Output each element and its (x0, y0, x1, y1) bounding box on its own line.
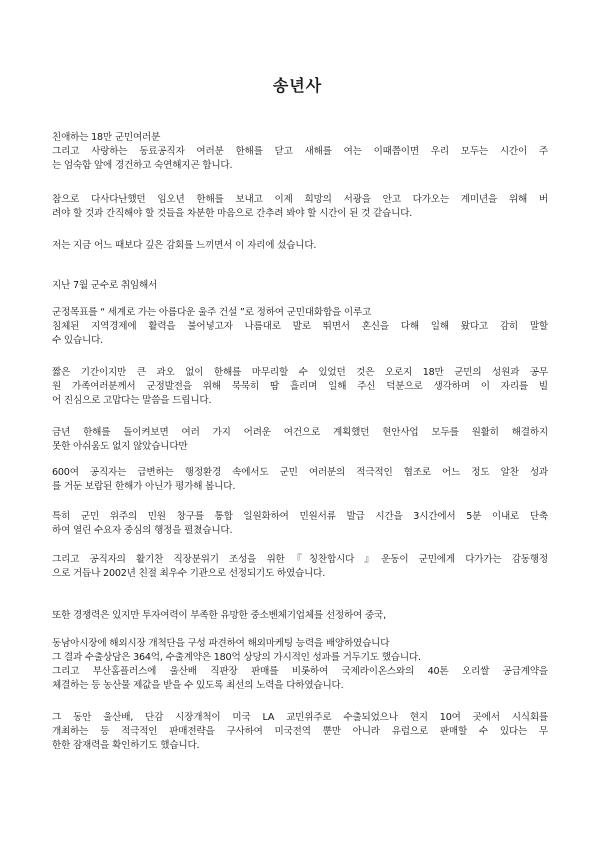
text-line: 개최하는 등 적극적인 판매전략을 구사하여 미국전역 뿐만 아니라 유럽으로 판매할 수 있다는 무 (52, 726, 548, 737)
text-line: 체결하는 등 농산물 제값을 받을 수 있도록 최선의 노력을 다하였습니다. (52, 680, 344, 691)
text-line: 침체된 지역경제에 활력을 불어넣고자 나름대로 발로 뛰면서 혼신을 다해 일해 왔다고 감히 말할 (52, 321, 548, 332)
text-line: 금년 한해를 돌이켜보면 여러 가지 어려운 여건으로 계획했던 현안사업 모두를 원활히 해결하지 (52, 427, 548, 438)
text-line: 동남아시장에 해외시장 개척단을 구성 파견하여 해외마케팅 능력을 배양하였습니다 (52, 638, 390, 649)
text-line: 원 가족여러분께서 군정발전을 위해 묵묵히 땀 흘리며 일해 주신 덕분으로 생각하며 이 자리를 빌 (52, 381, 548, 392)
text-line: 를 거둔 보람된 한해가 아닌가 평가해 봅니다. (52, 481, 236, 492)
text-line: 려야 할 것과 간직해야 할 것들을 차분한 마음으로 간추려 봐야 할 시간이 된 것 같습니다. (52, 208, 413, 219)
text-line: 못한 아쉬움도 없지 않았습니다만 (52, 441, 188, 452)
text-line: 600여 공직자는 급변하는 행정환경 속에서도 군민 여러분의 적극적인 협조로 어느 정도 알찬 성과 (52, 467, 548, 478)
text-line: 친애하는 18만 군민여러분 (52, 132, 161, 143)
text-line: 또한 경쟁력은 있지만 투자여력이 부족한 유망한 중소벤체기업체를 선정하여 중국, (52, 610, 386, 621)
text-line: 하여 열린 수요자 중심의 행정을 펼쳤습니다. (52, 525, 233, 536)
text-line: 그리고 공직자의 활기찬 직장분위기 조성을 위한『칭찬합시다 』운동이 군민에게 다가가는 감동행정 (52, 554, 548, 565)
text-line: 짧은 기간이지만 큰 과오 없이 한해를 마무리할 수 있었던 것은 오로지 18만 군민의 성원과 공무 (52, 367, 548, 378)
document-title: 송년사 (272, 76, 323, 95)
text-line: 지난 7월 군수로 취임해서 (52, 280, 158, 291)
text-line: 어 진심으로 고맙다는 말씀을 드립니다. (52, 395, 212, 406)
text-line: 군정목표를 “ 세계로 가는 아름다운 울주 건설 ”로 정하여 군민대화합을 이루고 (52, 307, 372, 318)
text-line: 한한 잠재력을 확인하기도 했습니다. (52, 740, 200, 751)
text-line: 그 결과 수출상담은 364억, 수출계약은 180억 상당의 가시적인 성과를 거두기도 했습니다. (52, 652, 421, 663)
text-line: 참으로 다사다난했던 임오년 한해를 보내고 이제 희망의 서광을 안고 다가오는 계미년을 위해 버 (52, 194, 548, 205)
text-line: 특히 군민 위주의 민원 창구를 통합 일원화하여 민원서류 발급 시간을 3시간에서 5분 이내로 단축 (52, 511, 548, 522)
text-line: 저는 지금 어느 때보다 깊은 감회를 느끼면서 이 자리에 섰습니다. (52, 240, 317, 251)
text-line: 는 엄숙함 앞에 경건하고 숙연해지곤 합니다. (52, 160, 233, 171)
text-line: 그리고 사랑하는 동료공직자 여러분 한해를 닫고 새해를 여는 이때쯤이면 우리 모두는 시간이 주 (52, 146, 548, 157)
text-line: 그 동안 울산배, 단감 시장개척이 미국 LA 교민위주로 수출되었으나 현지 10여 곳에서 시식회를 (52, 712, 548, 723)
text-line: 그리고 부산홈플러스에 울산배 직판장 판매를 비롯하여 국제라이온스와의 40톤 오리쌀 공급계약을 (52, 666, 548, 677)
text-line: 으로 거듭나 2002년 친절 최우수 기관으로 선정되기도 하였습니다. (52, 568, 326, 579)
text-line: 수 있습니다. (52, 335, 104, 346)
